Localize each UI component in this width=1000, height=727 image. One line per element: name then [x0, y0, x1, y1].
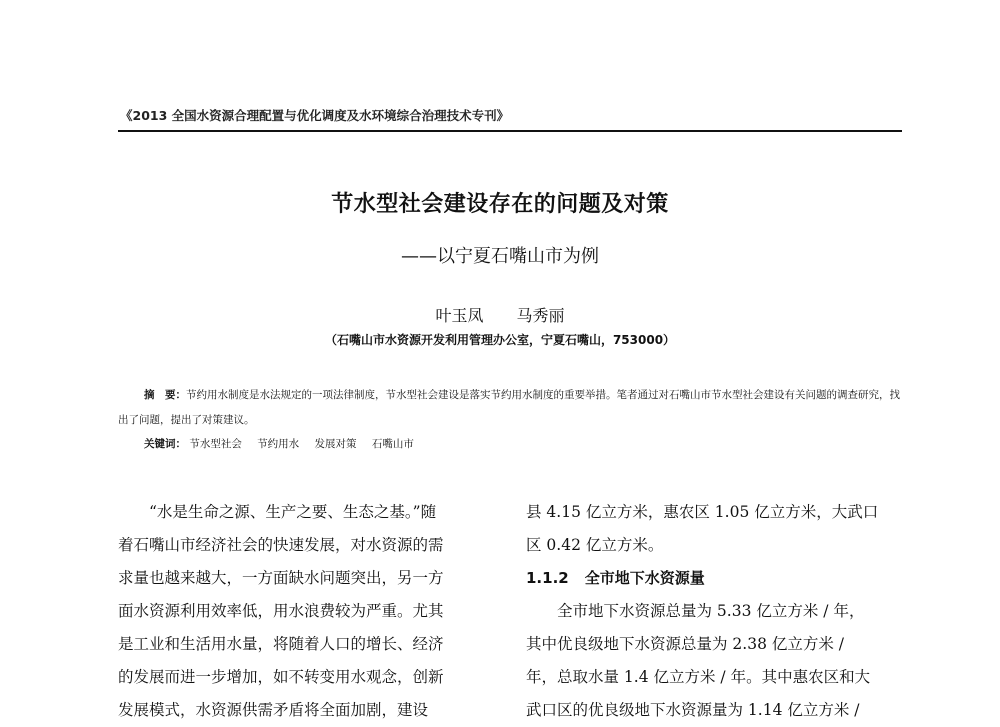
- abstract-label: 摘 要：: [144, 389, 186, 401]
- body-line: 全市地下水资源总量为 5.33 亿立方米 / 年，: [557, 602, 865, 620]
- body-line: 区 0.42 亿立方米。: [526, 536, 664, 554]
- keyword: 石嘴山市: [371, 438, 414, 450]
- author-name: 马秀丽: [516, 306, 565, 325]
- body-left-column: [118, 496, 490, 727]
- affiliation: （石嘴山市水资源开发利用管理办公室，宁夏石嘴山，753000）: [324, 333, 676, 347]
- header-rule: [118, 130, 902, 132]
- keyword: 发展对策: [314, 438, 357, 450]
- abstract-text: 节约用水制度是水法规定的一项法律制度，节水型社会建设是落实节约用水制度的重要举措。笔者通过对石嘴山市节水型社会建设有关问题的调查研究，找出了问题，提出了对策建议。: [118, 389, 900, 426]
- section-heading: [526, 562, 898, 595]
- paper-subtitle: ——以宁夏石嘴山市为例: [401, 246, 599, 267]
- body-line: 是工业和生活用水量，将随着人口的增长、经济: [118, 635, 444, 653]
- body-line: 发展模式，水资源供需矛盾将全面加剧，建设: [118, 701, 429, 719]
- authors: [0, 303, 1000, 326]
- keywords-label: 关键词：: [144, 438, 186, 450]
- section-number: 1.1.2: [526, 569, 569, 587]
- author-name: 叶玉凤: [435, 306, 484, 325]
- body-line: “水是生命之源、生产之要、生态之基。”随: [149, 503, 437, 521]
- journal-header: 《2013 全国水资源合理配置与优化调度及水环境综合治理技术专刊》: [120, 108, 510, 123]
- body-line: 县 4.15 亿立方米，惠农区 1.05 亿立方米，大武口: [526, 503, 879, 521]
- keyword: 节水型社会: [189, 438, 242, 450]
- paper-title: 节水型社会建设存在的问题及对策: [331, 192, 669, 217]
- body-line: 求量也越来越大，一方面缺水问题突出，另一方: [118, 569, 444, 587]
- keywords: [144, 436, 426, 451]
- section-title: 全市地下水资源量: [584, 569, 705, 587]
- body-line: 年，总取水量 1.4 亿立方米 / 年。其中惠农区和大: [526, 668, 871, 686]
- body-line: 其中优良级地下水资源总量为 2.38 亿立方米 /: [526, 635, 845, 653]
- body-line: 面水资源利用效率低，用水浪费较为严重。尤其: [118, 602, 444, 620]
- keyword: 节约用水: [257, 438, 300, 450]
- body-line: 的发展而进一步增加，如不转变用水观念，创新: [118, 668, 444, 686]
- body-line: 武口区的优良级地下水资源量为 1.14 亿立方米 /: [526, 701, 860, 719]
- body-line: 着石嘴山市经济社会的快速发展，对水资源的需: [118, 536, 444, 554]
- body-right-column: [526, 496, 898, 727]
- abstract: [118, 383, 904, 433]
